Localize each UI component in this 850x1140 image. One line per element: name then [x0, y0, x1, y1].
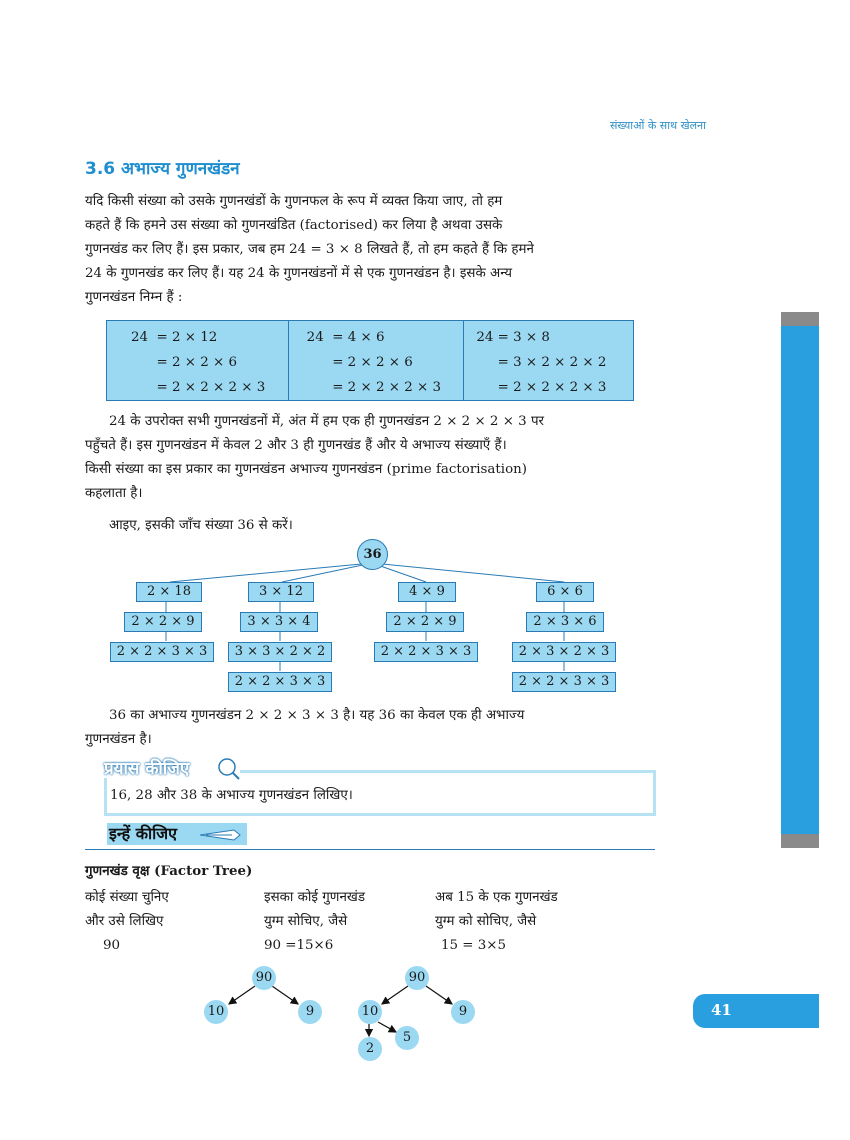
- tree-node: 90: [405, 966, 429, 990]
- table-line: = 2 × 2 × 6: [131, 355, 238, 370]
- text-line: कहलाता है।: [85, 486, 143, 501]
- tree-node: 9: [451, 1000, 475, 1024]
- text-line: 36 का अभाज्य गुणनखंडन 2 × 2 × 3 × 3 है। यह 36 का केवल एक ही अभाज्य: [109, 708, 525, 723]
- tree-node: 2 × 2 × 3 × 3: [110, 642, 214, 662]
- table-line: 24 = 2 × 12: [131, 330, 218, 345]
- table-line: = 2 × 2 × 6: [306, 355, 413, 370]
- try-it-text: 16, 28 और 38 के अभाज्य गुणनखंडन लिखिए।: [110, 788, 353, 803]
- page-number: 41: [693, 994, 819, 1028]
- text-line: 90: [103, 938, 121, 953]
- tree-node: 90: [252, 966, 276, 990]
- tree-node: 3 × 3 × 4: [240, 612, 318, 632]
- tree-node: 2 × 2 × 3 × 3: [228, 672, 332, 692]
- text-line: 24 के गुणनखंड कर लिए हैं। यह 24 के गुणनखंडनों में से एक गुणनखंडन है। इसके अन्य: [85, 266, 512, 281]
- text-line: 15 = 3×5: [441, 938, 507, 953]
- tree-node: 2 × 2 × 9: [124, 612, 202, 632]
- tree-node: 4 × 9: [398, 582, 456, 602]
- try-it-heading: प्रयास कीजिए: [104, 759, 190, 779]
- text-line: यदि किसी संख्या को उसके गुणनखंडों के गुणनफल के रूप में व्यक्त किया जाए, तो हम: [85, 194, 503, 209]
- table-line: 24 = 3 × 8: [476, 330, 550, 345]
- tree-node: 3 × 3 × 2 × 2: [228, 642, 332, 662]
- text-line: गुणनखंडन है।: [85, 732, 152, 747]
- text-line: किसी संख्या का इस प्रकार का गुणनखंडन अभाज्य गुणनखंडन (prime factorisation): [85, 462, 527, 477]
- side-tab: [781, 312, 819, 848]
- tree-node: 6 × 6: [536, 582, 594, 602]
- text-line: कोई संख्या चुनिए: [85, 890, 169, 905]
- text-line: युग्म सोचिए, जैसे: [264, 914, 348, 929]
- tree-root-36: 36: [357, 539, 388, 570]
- text-line: गुणनखंडन निम्न हैं :: [85, 290, 183, 305]
- table-line: = 2 × 2 × 2 × 3: [306, 380, 441, 395]
- tree-node: 2 × 3 × 2 × 3: [512, 642, 616, 662]
- table-line: 24 = 4 × 6: [306, 330, 385, 345]
- side-tab-cap: [781, 312, 819, 326]
- text-line: पहुँचते हैं। इस गुणनखंडन में केवल 2 और 3 ही गुणनखंड हैं और ये अभाज्य संख्याएँ हैं।: [85, 438, 507, 453]
- text-line: इसका कोई गुणनखंड: [264, 890, 365, 905]
- table-line: = 3 × 2 × 2 × 2: [476, 355, 607, 370]
- tree-node: 5: [395, 1026, 419, 1050]
- text-line: गुणनखंड कर लिए हैं। इस प्रकार, जब हम 24 = 3 × 8 लिखते हैं, तो हम कहते हैं कि हमने: [85, 242, 534, 257]
- text-line: 24 के उपरोक्त सभी गुणनखंडनों में, अंत में हम एक ही गुणनखंडन 2 × 2 × 2 × 3 पर: [109, 414, 545, 429]
- tree-node: 10: [358, 1000, 382, 1024]
- tree-node: 10: [204, 1000, 228, 1024]
- table-line: = 2 × 2 × 2 × 3: [131, 380, 266, 395]
- tree-node: 3 × 12: [248, 582, 314, 602]
- tree-node: 2 × 18: [136, 582, 202, 602]
- section-title: 3.6 अभाज्य गुणनखंडन: [85, 159, 240, 179]
- text-line: और उसे लिखिए: [85, 914, 164, 929]
- tree-node: 2 × 2 × 9: [386, 612, 464, 632]
- paragraph-check-36: आइए, इसकी जाँच संख्या 36 से करें।: [109, 518, 293, 533]
- text-line: कहते हैं कि हमने उस संख्या को गुणनखंडित (factorised) कर लिया है अथवा उसके: [85, 218, 503, 233]
- tree-node: 2: [358, 1037, 382, 1061]
- side-tab-cap: [781, 834, 819, 848]
- tree-node: 9: [298, 1000, 322, 1024]
- text-line: अब 15 के एक गुणनखंड: [435, 890, 558, 905]
- do-this-label: इन्हें कीजिए: [109, 824, 178, 843]
- text-line: युग्म को सोचिए, जैसे: [435, 914, 537, 929]
- tree-node: 2 × 2 × 3 × 3: [512, 672, 616, 692]
- text-line: 90 =15×6: [264, 938, 334, 953]
- tree-node: 2 × 3 × 6: [526, 612, 604, 632]
- factor-tree-title: गुणनखंड वृक्ष (Factor Tree): [85, 863, 253, 879]
- running-header: संख्याओं के साथ खेलना: [610, 119, 707, 132]
- tree-node: 2 × 2 × 3 × 3: [374, 642, 478, 662]
- table-line: = 2 × 2 × 2 × 3: [476, 380, 607, 395]
